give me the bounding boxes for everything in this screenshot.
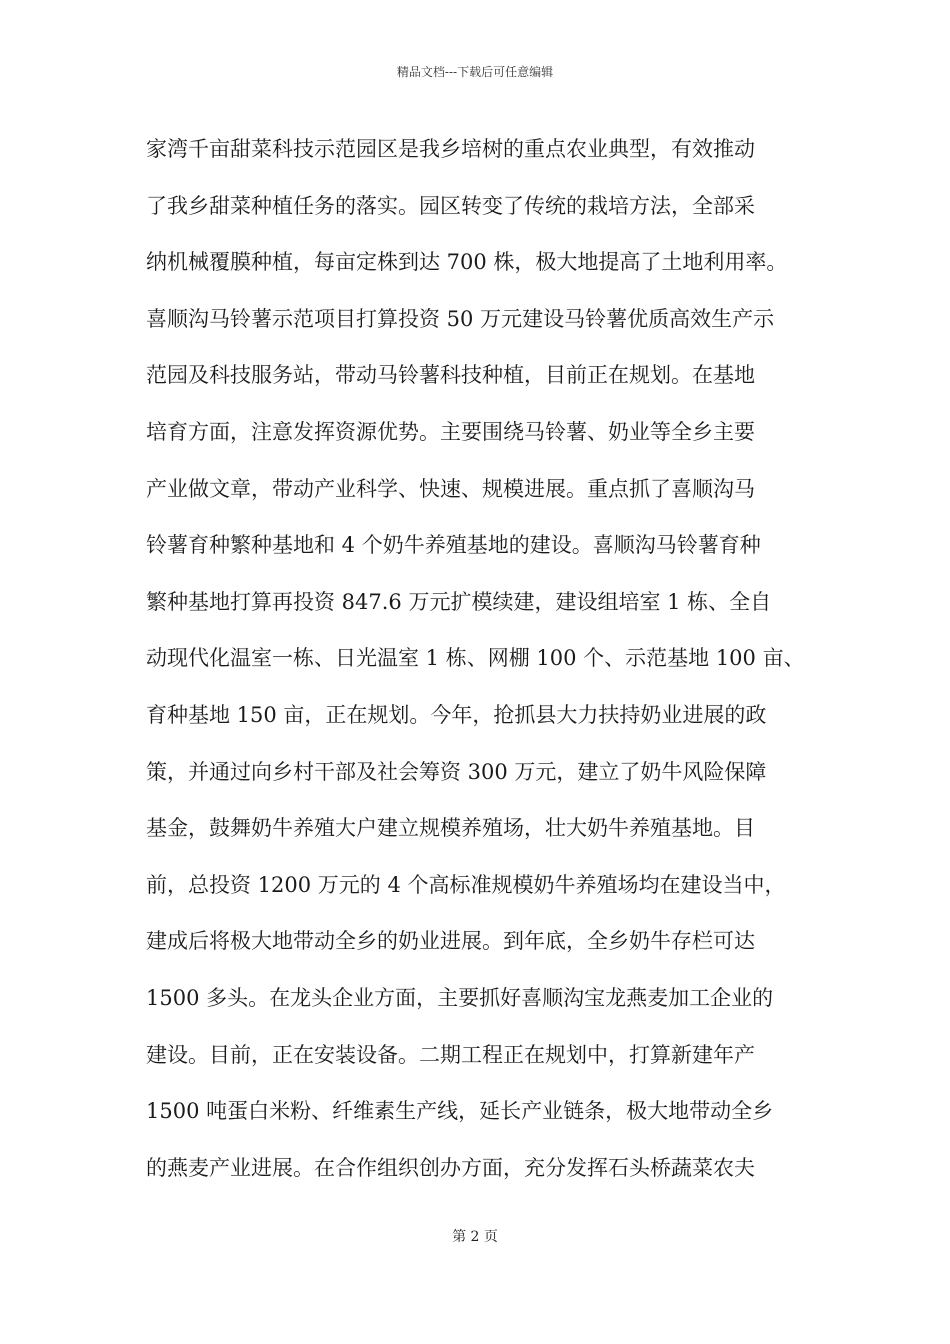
body-line: 培育方面，注意发挥资源优势。主要围绕马铃薯、奶业等全乡主要 [146, 419, 755, 444]
body-line: 喜顺沟马铃薯示范项目打算投资 50 万元建设马铃薯优质高效生产示 [146, 306, 775, 331]
body-line: 策，并通过向乡村干部及社会筹资 300 万元，建立了奶牛风险保障 [146, 759, 767, 784]
body-line: 产业做文章，带动产业科学、快速、规模进展。重点抓了喜顺沟马 [146, 476, 755, 501]
body-line: 育种基地 150 亩，正在规划。今年，抢抓县大力扶持奶业进展的政 [146, 702, 767, 727]
body-line: 繁种基地打算再投资 847.6 万元扩模续建，建设组培室 1 栋、全自 [146, 589, 772, 614]
body-line: 建成后将极大地带动全乡的奶业进展。到年底，全乡奶牛存栏可达 [146, 929, 755, 954]
body-line: 了我乡甜菜种植任务的落实。园区转变了传统的栽培方法，全部采 [146, 193, 755, 218]
body-line: 1500 吨蛋白米粉、纤维素生产线，延长产业链条，极大地带动全乡 [146, 1099, 774, 1124]
document-body [146, 121, 826, 1196]
body-line: 的燕麦产业进展。在合作组织创办方面，充分发挥石头桥蔬菜农夫 [146, 1155, 755, 1180]
page-number: 第 2 页 [452, 1229, 498, 1245]
body-line: 纳机械覆膜种植，每亩定株到达 700 株，极大地提高了土地利用率。 [146, 250, 788, 275]
body-line: 前，总投资 1200 万元的 4 个高标准规模奶牛养殖场均在建设当中， [146, 872, 786, 897]
body-line: 家湾千亩甜菜科技示范园区是我乡培树的重点农业典型，有效推动 [146, 137, 755, 161]
body-line: 动现代化温室一栋、日光温室 1 栋、网棚 100 个、示范基地 100 亩、 [146, 646, 805, 671]
body-line: 范园及科技服务站，带动马铃薯科技种植，目前正在规划。在基地 [146, 363, 755, 388]
body-line: 铃薯育种繁种基地和 4 个奶牛养殖基地的建设。喜顺沟马铃薯育种 [146, 533, 761, 558]
body-line: 基金，鼓舞奶牛养殖大户建立规模养殖场，壮大奶牛养殖基地。目 [146, 816, 755, 841]
body-line: 建设。目前，正在安装设备。二期工程正在规划中，打算新建年产 [146, 1042, 755, 1067]
body-line: 1500 多头。在龙头企业方面，主要抓好喜顺沟宝龙燕麦加工企业的 [146, 985, 774, 1010]
page-header: 精品文档---下载后可任意编辑 [396, 65, 554, 79]
